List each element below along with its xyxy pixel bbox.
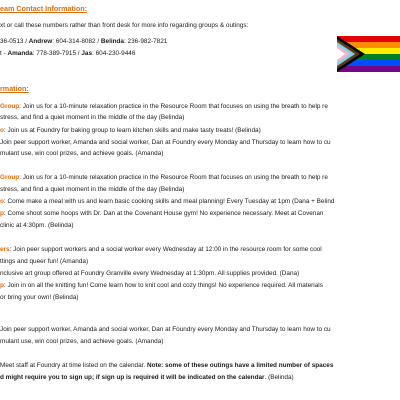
event-description: : Join us for a 10-minute relaxation practice in the Resource Room that focuses on using the breath to help re	[19, 103, 328, 110]
contact-name-jas: Jas	[81, 50, 93, 57]
event-knitting	[0, 282, 323, 291]
event-description-cont: clinic at 4:30pm. (Belinda)	[0, 222, 74, 229]
event-description: : Join us for a 10-minute relaxation practice in the Resource Room that focuses on using the breath to help re	[19, 174, 328, 181]
contact-name-andrew: Andrew	[28, 38, 53, 45]
event-peer-support: Join peer support worker, Amanda and social worker, Dan at Foundry every Monday and Thursday to learn how to cu	[0, 326, 331, 333]
phone-number: : 778-389-7915 /	[32, 50, 82, 57]
phone-number: : 236-982-7821	[124, 38, 168, 45]
event-basketball	[0, 210, 323, 219]
event-queer-peers	[0, 246, 322, 255]
phone-number: : 604-230-9446	[92, 50, 136, 57]
event-description: : Join peer support workers and a social worker every Wednesday at 12:00 in the resource room for some cool	[9, 246, 322, 253]
event-label: ers	[0, 246, 10, 253]
event-peer-support: Join peer support worker, Amanda and social worker, Dan at Foundry every Monday and Thursday to learn how to cu	[0, 139, 331, 146]
info-header: rmation:	[0, 84, 29, 93]
outings-text: . (Belinda)	[264, 374, 294, 381]
event-description: : Join in on all the knitting fun! Come learn how to knit cool and cozy things! No experience required. All materials	[3, 282, 323, 289]
contact-prefix: t -	[0, 50, 8, 57]
outings-bold-note: Note: some of these outings have a limited number of spaces	[146, 362, 334, 369]
contact-name-amanda: Amanda	[7, 50, 33, 57]
event-baking-group	[0, 127, 261, 136]
event-description-cont: ttings and queer fun! (Amanda)	[0, 258, 89, 265]
contact-header: eam Contact Information:	[0, 4, 88, 13]
contact-intro: xt or call these numbers rather than front desk for more info regarding groups & outings:	[0, 22, 249, 29]
event-label: o	[0, 198, 4, 205]
event-description-cont: stress, and find a quiet moment in the middle of the day (Belinda)	[0, 186, 185, 193]
event-description-cont: mulant use, win cool prizes, and achieve goals. (Amanda)	[0, 150, 164, 157]
event-relaxation-group	[0, 103, 328, 112]
event-art-group: nclusive art group offered at Foundry Granville every Wednesday at 1:30pm. All supplies provided. (Dana)	[0, 270, 300, 277]
outings-note-cont	[0, 374, 294, 383]
event-description-cont: stress, and find a quiet moment in the middle of the day (Belinda)	[0, 114, 185, 121]
event-label: Group	[0, 103, 20, 110]
event-label: Group	[0, 174, 20, 181]
event-description: : Come shoot some hoops with Dr. Dan at the Covenant House gym! No experience necessary. Meet at Covenan	[3, 210, 324, 217]
event-description: : Come make a meal with us and learn basic cooking skills and meal planning! Every Tuesday at 1pm (Dana + Belind	[3, 198, 335, 205]
pride-flag-icon	[337, 30, 400, 76]
event-description-cont: mulant use, win cool prizes, and achieve goals. (Amanda)	[0, 338, 164, 345]
outings-text: Meet staff at Foundry at time listed on the calendar.	[0, 362, 147, 369]
event-description: : Join us at Foundry for baking group to learn kitchen skills and make tasty treats! (Belinda)	[3, 127, 261, 134]
event-label: p	[0, 282, 4, 289]
event-relaxation-group	[0, 174, 328, 183]
event-label: p	[0, 210, 4, 217]
contact-line-1	[0, 38, 167, 47]
event-label: o	[0, 127, 4, 134]
outings-note	[0, 362, 333, 371]
contact-name-belinda: Belinda	[100, 38, 124, 45]
phone-number: 36-0513 /	[0, 38, 29, 45]
event-description-cont: or bring your own! (Belinda)	[0, 294, 79, 301]
event-cooking-group	[0, 198, 334, 207]
phone-number: : 604-314-8082 /	[52, 38, 101, 45]
outings-bold-note: d might require you to sign up; if sign up is required it will be indicated on the calendar	[0, 374, 265, 381]
contact-line-2	[0, 50, 135, 59]
